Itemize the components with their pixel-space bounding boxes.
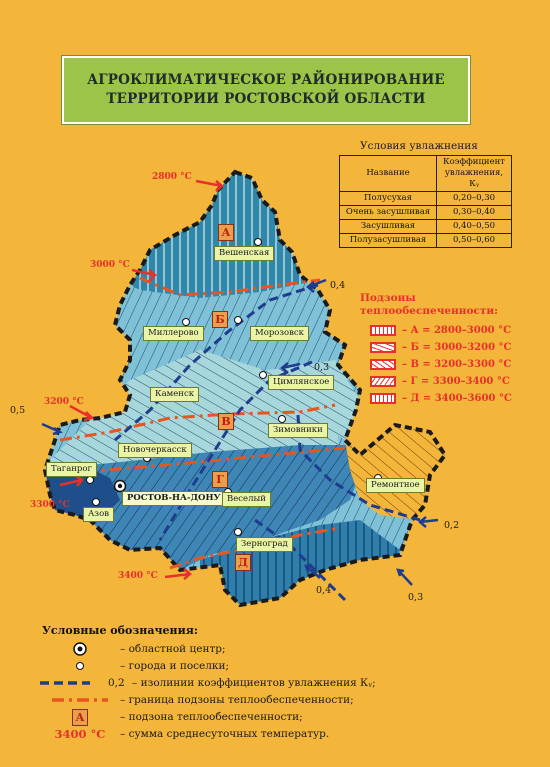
city-label-azov: Азов (83, 507, 114, 522)
legend-symbol (40, 692, 120, 708)
legend-text: – областной центр; (120, 643, 226, 655)
isoline-value: 0,3 (314, 362, 330, 373)
town-dot-tsimlyanskoe (260, 372, 267, 379)
isoline-value: 0,5 (10, 405, 26, 416)
zone-letter-v: В (218, 413, 234, 430)
legend-row (40, 726, 329, 742)
town-dot-zernograd (235, 529, 242, 536)
legend-symbol (40, 675, 108, 691)
city-label-rostov: РОСТОВ-НА-ДОНУ (122, 491, 225, 506)
legend-symbol (40, 709, 120, 725)
legend-symbol (40, 726, 120, 742)
city-label-kamensk: Каменск (150, 387, 199, 402)
city-label-millerovo: Миллерово (143, 326, 204, 341)
city-label-novocherkassk: Новочеркасск (118, 443, 192, 458)
map-title-box (62, 56, 470, 124)
moisture-name: Полузасушливая (340, 234, 437, 248)
map-title-line2: ТЕРРИТОРИИ РОСТОВСКОЙ ОБЛАСТИ (106, 91, 426, 107)
regional-center-icon (72, 641, 88, 657)
subzone-label: – В = 3200–3300 °С (402, 358, 512, 370)
subzone-label: – Б = 3000–3200 °С (402, 341, 512, 353)
legend-row (40, 675, 376, 691)
legend-iso-sample-value: 0,2 (108, 677, 125, 689)
zone-letter-d: Д (235, 554, 251, 571)
city-label-zernograd: Зерноград (236, 537, 293, 552)
legend-text: – изолинии коэффициентов увлажнения Кᵧ; (132, 677, 376, 689)
legend-zone-letter-sample: А (72, 709, 88, 726)
moisture-name: Очень засушливая (340, 206, 437, 220)
town-dot-veshenskaya (255, 239, 262, 246)
city-label-remontnoe: Ремонтное (366, 478, 425, 493)
legend-temp-sample: 3400 °С (54, 727, 106, 741)
isoline-value: 0,2 (444, 520, 460, 531)
legend-row (40, 692, 354, 708)
legend-row (40, 658, 229, 674)
town-dot-azov (93, 499, 100, 506)
subzone-label: – Д = 3400–3600 °С (402, 392, 512, 404)
town-dot-taganrog (87, 477, 94, 484)
isoline-value: 0,4 (330, 280, 346, 291)
isoline-value: 0,4 (316, 585, 332, 596)
subzone-label: – А = 2800–3000 °С (402, 324, 512, 336)
temp-label-2800: 2800 °С (152, 172, 192, 182)
legend-symbol (40, 641, 120, 657)
zone-letter-g: Г (212, 471, 228, 488)
moisture-coef: 0,30–0,40 (437, 206, 512, 220)
moisture-header-name: Название (340, 156, 437, 192)
moisture-table-caption: Условия увлажнения (360, 140, 478, 152)
subzone-label: – Г = 3300–3400 °С (402, 375, 510, 387)
town-dot-zimovniki (279, 416, 286, 423)
moisture-coef: 0,50–0,60 (437, 234, 512, 248)
temp-label-3400: 3400 °С (118, 571, 158, 581)
zone-letter-b: Б (212, 311, 228, 328)
legend-text: – сумма среднесуточных температур. (120, 728, 330, 740)
zone-letter-a: А (218, 224, 234, 241)
legend-text: – граница подзоны теплообеспеченности; (120, 694, 354, 706)
city-label-tsimlyanskoe: Цимлянское (268, 375, 334, 390)
isoline-value: 0,3 (408, 592, 424, 603)
legend-text: – подзона теплообеспеченности; (120, 711, 303, 723)
temp-label-3200: 3200 °С (44, 397, 84, 407)
temp-label-3000: 3000 °С (90, 260, 130, 270)
legend-text: – города и поселки; (120, 660, 230, 672)
city-label-veselyi: Веселый (222, 492, 271, 507)
legend-row (40, 641, 226, 657)
isoline-sample-icon (40, 679, 90, 687)
city-label-morozovsk: Морозовск (250, 326, 309, 341)
town-dot-morozovsk (235, 317, 242, 324)
map-title-line1: АГРОКЛИМАТИЧЕСКОЕ РАЙОНИРОВАНИЕ (87, 72, 445, 88)
city-label-zimovniki: Зимовники (268, 423, 328, 438)
town-icon (74, 660, 86, 672)
temp-label-3300: 3300 °С (30, 500, 70, 510)
city-label-veshenskaya: Вешенская (214, 246, 274, 261)
legend-title: Условные обозначения: (42, 624, 198, 637)
subzone-boundary-sample-icon (52, 696, 108, 704)
moisture-header-coef: Коэффициент увлажнения, Кᵧ (437, 156, 512, 192)
legend-row (40, 709, 303, 725)
town-dot-millerovo (183, 319, 190, 326)
moisture-name: Полусухая (340, 192, 437, 206)
city-label-taganrog: Таганрог (46, 462, 97, 477)
moisture-name: Засушливая (340, 220, 437, 234)
regional-center-dot (118, 484, 122, 488)
moisture-coef: 0,20–0,30 (437, 192, 512, 206)
legend-symbol (40, 658, 120, 674)
moisture-coef: 0,40–0,50 (437, 220, 512, 234)
subzone-title-line2: теплообеспеченности: (360, 305, 499, 317)
subzone-title-line1: Подзоны (360, 292, 416, 304)
